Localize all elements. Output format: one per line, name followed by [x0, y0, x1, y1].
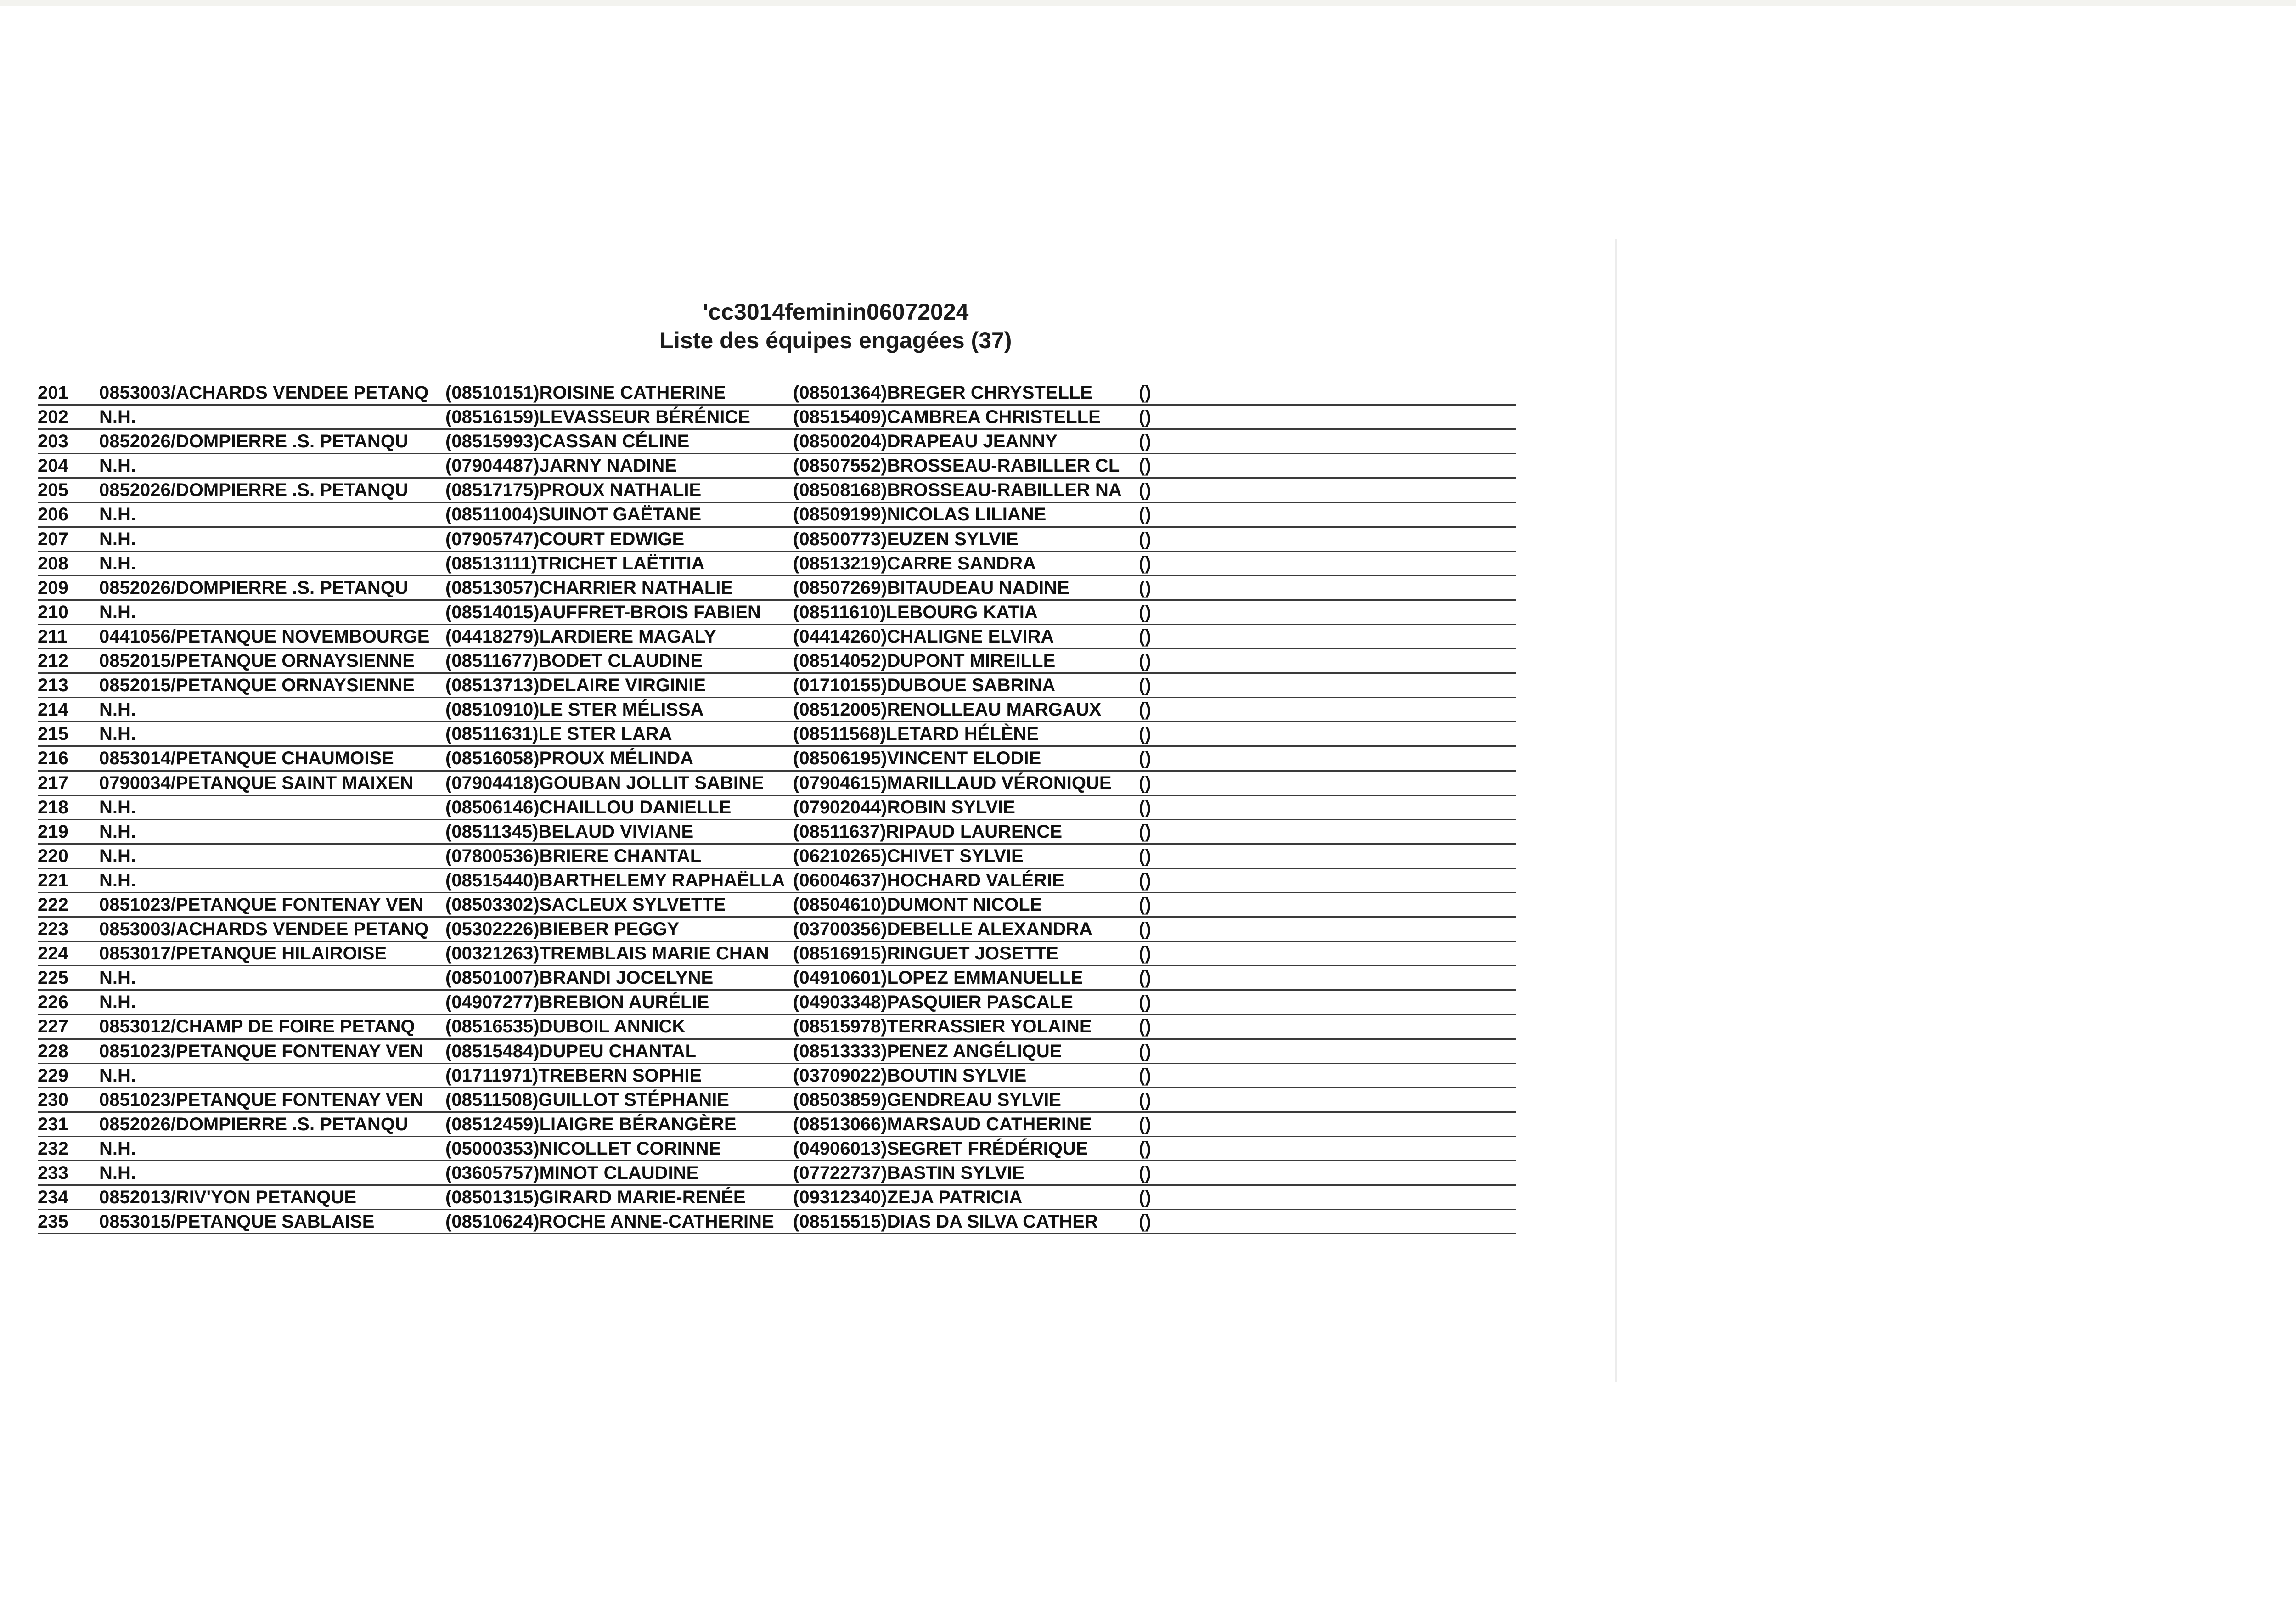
- player-1: (03605757)MINOT CLAUDINE: [445, 1163, 699, 1183]
- player-3: (): [1139, 943, 1151, 964]
- player-2: (08511637)RIPAUD LAURENCE: [793, 821, 1063, 842]
- player-3: (): [1139, 1041, 1151, 1061]
- team-number: 212: [38, 651, 68, 671]
- club-name: 0852026/DOMPIERRE .S. PETANQU: [99, 577, 408, 598]
- player-1: (08513111)TRICHET LAËTITIA: [445, 553, 705, 574]
- team-number: 215: [38, 724, 68, 744]
- team-number: 217: [38, 772, 68, 793]
- player-2: (04903348)PASQUIER PASCALE: [793, 992, 1073, 1013]
- player-1: (08516535)DUBOIL ANNICK: [445, 1016, 686, 1037]
- document-header: [0, 298, 1671, 355]
- player-2: (06004637)HOCHARD VALÉRIE: [793, 870, 1064, 891]
- player-2: (09312340)ZEJA PATRICIA: [793, 1187, 1023, 1208]
- player-3: (): [1139, 431, 1151, 452]
- club-name: N.H.: [99, 1065, 136, 1086]
- team-number: 234: [38, 1187, 68, 1208]
- player-1: (08501007)BRANDI JOCELYNE: [445, 968, 714, 988]
- club-name: N.H.: [99, 456, 136, 476]
- player-1: (08506146)CHAILLOU DANIELLE: [445, 797, 732, 817]
- player-2: (08508168)BROSSEAU-RABILLER NA: [793, 480, 1122, 501]
- player-3: (): [1139, 699, 1151, 720]
- team-number: 228: [38, 1041, 68, 1061]
- club-name: 0851023/PETANQUE FONTENAY VEN: [99, 1089, 424, 1110]
- team-row: [38, 1113, 1516, 1137]
- player-2: (07902044)ROBIN SYLVIE: [793, 797, 1015, 817]
- player-2: (08504610)DUMONT NICOLE: [793, 894, 1042, 915]
- player-3: (): [1139, 1089, 1151, 1110]
- team-row: [38, 552, 1516, 576]
- player-3: (): [1139, 1187, 1151, 1208]
- club-name: N.H.: [99, 992, 136, 1013]
- player-1: (08517175)PROUX NATHALIE: [445, 480, 702, 501]
- player-1: (08516058)PROUX MÉLINDA: [445, 748, 694, 769]
- team-number: 210: [38, 602, 68, 622]
- player-3: (): [1139, 480, 1151, 501]
- player-1: (08511508)GUILLOT STÉPHANIE: [445, 1089, 729, 1110]
- player-2: (08516915)RINGUET JOSETTE: [793, 943, 1058, 964]
- team-number: 224: [38, 943, 68, 964]
- club-name: N.H.: [99, 845, 136, 866]
- club-name: 0853017/PETANQUE HILAIROISE: [99, 943, 387, 964]
- player-2: (08500773)EUZEN SYLVIE: [793, 529, 1019, 549]
- player-1: (08511345)BELAUD VIVIANE: [445, 821, 694, 842]
- player-2: (08511610)LEBOURG KATIA: [793, 602, 1038, 622]
- player-2: (08500204)DRAPEAU JEANNY: [793, 431, 1058, 452]
- player-2: (07904615)MARILLAUD VÉRONIQUE: [793, 772, 1112, 793]
- team-row: [38, 674, 1516, 698]
- team-row: [38, 869, 1516, 893]
- team-number: 213: [38, 675, 68, 696]
- team-number: 235: [38, 1212, 68, 1232]
- team-number: 219: [38, 821, 68, 842]
- club-name: 0852015/PETANQUE ORNAYSIENNE: [99, 675, 415, 696]
- player-2: (08503859)GENDREAU SYLVIE: [793, 1089, 1061, 1110]
- club-name: N.H.: [99, 1163, 136, 1183]
- player-3: (): [1139, 602, 1151, 622]
- player-1: (08515440)BARTHELEMY RAPHAËLLA: [445, 870, 785, 891]
- player-3: (): [1139, 407, 1151, 428]
- player-1: (08514015)AUFFRET-BROIS FABIEN: [445, 602, 761, 622]
- team-number: 206: [38, 504, 68, 525]
- team-row: [38, 1015, 1516, 1039]
- team-number: 216: [38, 748, 68, 769]
- team-number: 232: [38, 1138, 68, 1159]
- club-name: N.H.: [99, 699, 136, 720]
- player-1: (04907277)BREBION AURÉLIE: [445, 992, 709, 1013]
- club-name: 0852026/DOMPIERRE .S. PETANQU: [99, 431, 408, 452]
- club-name: N.H.: [99, 797, 136, 817]
- player-2: (03700356)DEBELLE ALEXANDRA: [793, 919, 1093, 940]
- player-2: (07722737)BASTIN SYLVIE: [793, 1163, 1024, 1183]
- club-name: 0790034/PETANQUE SAINT MAIXEN: [99, 772, 413, 793]
- player-2: (08513333)PENEZ ANGÉLIQUE: [793, 1041, 1062, 1061]
- player-2: (08512005)RENOLLEAU MARGAUX: [793, 699, 1102, 720]
- player-3: (): [1139, 1114, 1151, 1134]
- player-2: (08509199)NICOLAS LILIANE: [793, 504, 1047, 525]
- club-name: 0852026/DOMPIERRE .S. PETANQU: [99, 1114, 408, 1134]
- team-number: 227: [38, 1016, 68, 1037]
- team-number: 223: [38, 919, 68, 940]
- player-1: (08510624)ROCHE ANNE-CATHERINE: [445, 1212, 774, 1232]
- club-name: N.H.: [99, 504, 136, 525]
- team-number: 214: [38, 699, 68, 720]
- club-name: 0852013/RIV'YON PETANQUE: [99, 1187, 357, 1208]
- club-name: 0853003/ACHARDS VENDEE PETANQ: [99, 919, 429, 940]
- player-2: (08515515)DIAS DA SILVA CATHER: [793, 1212, 1098, 1232]
- team-row: [38, 966, 1516, 991]
- player-1: (07904418)GOUBAN JOLLIT SABINE: [445, 772, 764, 793]
- team-row: [38, 381, 1516, 406]
- player-1: (08511677)BODET CLAUDINE: [445, 651, 703, 671]
- player-1: (08503302)SACLEUX SYLVETTE: [445, 894, 726, 915]
- team-number: 211: [38, 626, 68, 647]
- player-3: (): [1139, 456, 1151, 476]
- player-1: (08511631)LE STER LARA: [445, 724, 672, 744]
- player-2: (03709022)BOUTIN SYLVIE: [793, 1065, 1027, 1086]
- team-row: [38, 747, 1516, 771]
- team-row: [38, 454, 1516, 479]
- team-row: [38, 722, 1516, 747]
- player-1: (08512459)LIAIGRE BÉRANGÈRE: [445, 1114, 737, 1134]
- team-number: 208: [38, 553, 68, 574]
- player-1: (08510151)ROISINE CATHERINE: [445, 383, 726, 403]
- player-2: (08514052)DUPONT MIREILLE: [793, 651, 1056, 671]
- team-row: [38, 1088, 1516, 1113]
- player-3: (): [1139, 870, 1151, 891]
- team-row: [38, 406, 1516, 430]
- club-name: 0851023/PETANQUE FONTENAY VEN: [99, 894, 424, 915]
- player-2: (08513219)CARRE SANDRA: [793, 553, 1036, 574]
- team-row: [38, 1040, 1516, 1064]
- player-3: (): [1139, 1138, 1151, 1159]
- team-row: [38, 845, 1516, 869]
- team-row: [38, 503, 1516, 527]
- player-1: (01711971)TREBERN SOPHIE: [445, 1065, 702, 1086]
- club-name: N.H.: [99, 407, 136, 428]
- player-1: (08513713)DELAIRE VIRGINIE: [445, 675, 706, 696]
- player-1: (05000353)NICOLLET CORINNE: [445, 1138, 721, 1159]
- club-name: N.H.: [99, 821, 136, 842]
- team-row: [38, 820, 1516, 845]
- club-name: N.H.: [99, 553, 136, 574]
- club-name: 0853012/CHAMP DE FOIRE PETANQ: [99, 1016, 415, 1037]
- player-1: (07904487)JARNY NADINE: [445, 456, 677, 476]
- player-2: (01710155)DUBOUE SABRINA: [793, 675, 1056, 696]
- player-3: (): [1139, 1212, 1151, 1232]
- player-3: (): [1139, 675, 1151, 696]
- player-1: (07905747)COURT EDWIGE: [445, 529, 685, 549]
- player-1: (08510910)LE STER MÉLISSA: [445, 699, 704, 720]
- team-number: 226: [38, 992, 68, 1013]
- club-name: N.H.: [99, 1138, 136, 1159]
- team-number: 222: [38, 894, 68, 915]
- player-3: (): [1139, 553, 1151, 574]
- team-number: 203: [38, 431, 68, 452]
- team-row: [38, 430, 1516, 454]
- player-1: (08515993)CASSAN CÉLINE: [445, 431, 690, 452]
- club-name: N.H.: [99, 724, 136, 744]
- player-1: (08515484)DUPEU CHANTAL: [445, 1041, 697, 1061]
- team-row: [38, 1186, 1516, 1210]
- club-name: 0853003/ACHARDS VENDEE PETANQ: [99, 383, 429, 403]
- team-row: [38, 796, 1516, 820]
- club-name: 0853015/PETANQUE SABLAISE: [99, 1212, 375, 1232]
- player-3: (): [1139, 626, 1151, 647]
- club-name: 0853014/PETANQUE CHAUMOISE: [99, 748, 394, 769]
- player-1: (08516159)LEVASSEUR BÉRÉNICE: [445, 407, 750, 428]
- team-number: 233: [38, 1163, 68, 1183]
- club-name: 0851023/PETANQUE FONTENAY VEN: [99, 1041, 424, 1061]
- player-3: (): [1139, 968, 1151, 988]
- player-2: (08507269)BITAUDEAU NADINE: [793, 577, 1069, 598]
- team-row: [38, 625, 1516, 649]
- team-number: 221: [38, 870, 68, 891]
- team-row: [38, 576, 1516, 601]
- team-number: 220: [38, 845, 68, 866]
- player-3: (): [1139, 748, 1151, 769]
- player-2: (06210265)CHIVET SYLVIE: [793, 845, 1024, 866]
- team-number: 205: [38, 480, 68, 501]
- team-row: [38, 601, 1516, 625]
- team-row: [38, 991, 1516, 1015]
- team-row: [38, 649, 1516, 674]
- team-number: 229: [38, 1065, 68, 1086]
- player-3: (): [1139, 1016, 1151, 1037]
- page-fold-line: [1615, 239, 1617, 1382]
- player-3: (): [1139, 772, 1151, 793]
- player-2: (04910601)LOPEZ EMMANUELLE: [793, 968, 1083, 988]
- player-3: (): [1139, 504, 1151, 525]
- player-1: (08501315)GIRARD MARIE-RENÉE: [445, 1187, 746, 1208]
- player-2: (04414260)CHALIGNE ELVIRA: [793, 626, 1054, 647]
- club-name: N.H.: [99, 968, 136, 988]
- player-2: (08501364)BREGER CHRYSTELLE: [793, 383, 1093, 403]
- player-3: (): [1139, 651, 1151, 671]
- team-number: 209: [38, 577, 68, 598]
- team-number: 225: [38, 968, 68, 988]
- club-name: N.H.: [99, 529, 136, 549]
- player-3: (): [1139, 529, 1151, 549]
- club-name: N.H.: [99, 870, 136, 891]
- team-row: [38, 1137, 1516, 1161]
- player-3: (): [1139, 383, 1151, 403]
- club-name: 0852015/PETANQUE ORNAYSIENNE: [99, 651, 415, 671]
- player-3: (): [1139, 894, 1151, 915]
- player-2: (08515409)CAMBREA CHRISTELLE: [793, 407, 1101, 428]
- team-number: 230: [38, 1089, 68, 1110]
- player-3: (): [1139, 577, 1151, 598]
- team-list: [38, 381, 1516, 1234]
- player-2: (08513066)MARSAUD CATHERINE: [793, 1114, 1092, 1134]
- player-3: (): [1139, 845, 1151, 866]
- team-number: 201: [38, 383, 68, 403]
- team-number: 218: [38, 797, 68, 817]
- player-3: (): [1139, 1163, 1151, 1183]
- team-number: 231: [38, 1114, 68, 1134]
- player-3: (): [1139, 724, 1151, 744]
- player-3: (): [1139, 797, 1151, 817]
- document-subtitle: Liste des équipes engagées (37): [659, 327, 1012, 353]
- team-row: [38, 942, 1516, 966]
- team-number: 207: [38, 529, 68, 549]
- team-number: 204: [38, 456, 68, 476]
- scan-top-edge: [0, 0, 2296, 6]
- player-2: (08507552)BROSSEAU-RABILLER CL: [793, 456, 1120, 476]
- team-row: [38, 1161, 1516, 1186]
- team-row: [38, 528, 1516, 552]
- team-row: [38, 698, 1516, 722]
- player-1: (00321263)TREMBLAIS MARIE CHAN: [445, 943, 769, 964]
- player-2: (08506195)VINCENT ELODIE: [793, 748, 1041, 769]
- team-row: [38, 918, 1516, 942]
- team-row: [38, 893, 1516, 918]
- team-row: [38, 479, 1516, 503]
- player-3: (): [1139, 1065, 1151, 1086]
- player-2: (04906013)SEGRET FRÉDÉRIQUE: [793, 1138, 1088, 1159]
- club-name: 0852026/DOMPIERRE .S. PETANQU: [99, 480, 408, 501]
- player-2: (08511568)LETARD HÉLÈNE: [793, 724, 1039, 744]
- player-1: (04418279)LARDIERE MAGALY: [445, 626, 716, 647]
- club-name: N.H.: [99, 602, 136, 622]
- player-1: (07800536)BRIERE CHANTAL: [445, 845, 702, 866]
- club-name: 0441056/PETANQUE NOVEMBOURGE: [99, 626, 430, 647]
- player-1: (08511004)SUINOT GAËTANE: [445, 504, 702, 525]
- player-3: (): [1139, 992, 1151, 1013]
- player-2: (08515978)TERRASSIER YOLAINE: [793, 1016, 1092, 1037]
- player-3: (): [1139, 821, 1151, 842]
- player-1: (08513057)CHARRIER NATHALIE: [445, 577, 733, 598]
- document-title: 'cc3014feminin06072024: [703, 299, 969, 325]
- team-row: [38, 1210, 1516, 1234]
- player-1: (05302226)BIEBER PEGGY: [445, 919, 680, 940]
- team-row: [38, 772, 1516, 796]
- team-number: 202: [38, 407, 68, 428]
- team-row: [38, 1064, 1516, 1088]
- player-3: (): [1139, 919, 1151, 940]
